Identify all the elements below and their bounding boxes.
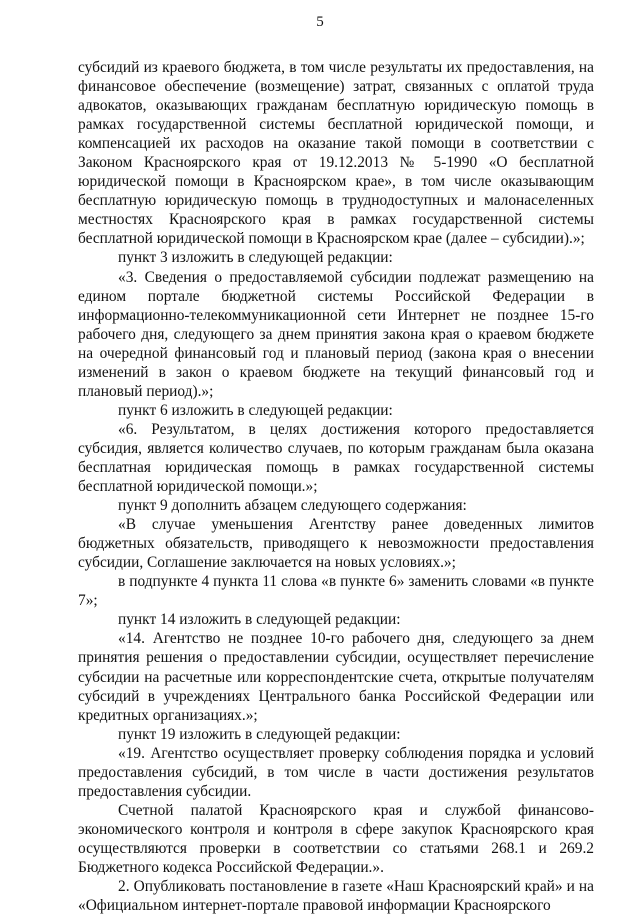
paragraph-item-14-instruction: пункт 14 изложить в следующей редакции: xyxy=(118,611,401,629)
page-number: 5 xyxy=(316,14,324,30)
paragraph-publication: 2. Опубликовать постановление в газете «Наш Красноярский край» и на «Официальном интернет-портале правовой информации Красноярского xyxy=(78,878,594,915)
paragraph-item-19-text: «19. Агентство осуществляет проверку соблюдения порядка и условий предоставления субсидий, в том числе в части достижения результатов предоставления субсидии. xyxy=(78,744,594,800)
paragraph-item-6-instruction: пункт 6 изложить в следующей редакции: xyxy=(118,401,393,419)
paragraph-item-11-amendment: в подпункте 4 пункта 11 слова «в пункте 6» заменить словами «в пункте 7»; xyxy=(78,573,594,610)
paragraph-item-9-text: «В случае уменьшения Агентству ранее доведенных лимитов бюджетных обязательств, приводящего к невозможности предоставления субсидии, Соглашение заключается на новых условиях.»; xyxy=(78,516,594,572)
paragraph-subsidy-definition: субсидий из краевого бюджета, в том числе результаты их предоставления, на финансовое обеспечение (возмещение) затрат, связанных с оплатой труда адвокатов, оказывающих гражданам бесплатную юридическую помощь в рамках государственной системы бесплатной юридической помощи, и компенсацией их расходов на оказание такой помощи в соответствии с Законом Красноярского края от 19.12.2013 № 5-1990 «О бесплатной юридической помощи в Красноярском крае», в том числе оказывающим бесплатную юридическую помощь в труднодоступных и малонаселенных местностях Красноярского края в рамках государственной системы бесплатной юридической помощи в Красноярском крае (далее – субсидии).»; xyxy=(78,59,594,248)
paragraph-item-3-instruction: пункт 3 изложить в следующей редакции: xyxy=(118,249,393,267)
document-body xyxy=(78,58,594,915)
paragraph-item-3-text: «3. Сведения о предоставляемой субсидии подлежат размещению на едином портале бюджетной системы Российской Федерации в информационно-телекоммуникационной сети Интернет не позднее 15-го рабочего дня, следующего за днем принятия закона края о краевом бюджете на очередной финансовый год и плановый период (закона края о внесении изменений в закон о краевом бюджете на текущий финансовый год и плановый период).»; xyxy=(78,268,594,400)
paragraph-item-9-instruction: пункт 9 дополнить абзацем следующего содержания: xyxy=(118,497,467,515)
paragraph-item-6-text: «6. Результатом, в целях достижения которого предоставляется субсидия, является количество случаев, по которым гражданам была оказана бесплатная юридическая помощь в рамках государственной системы бесплатной юридической помощи.»; xyxy=(78,420,594,496)
paragraph-item-14-text: «14. Агентство не позднее 10-го рабочего дня, следующего за днем принятия решения о предоставлении субсидии, осуществляет перечисление субсидии на расчетные или корреспондентские счета, открытые получателям субсидий в учреждениях Центрального банка Российской Федерации или кредитных организациях.»; xyxy=(78,630,594,724)
paragraph-item-19-instruction: пункт 19 изложить в следующей редакции: xyxy=(118,725,401,743)
paragraph-item-19-control: Счетной палатой Красноярского края и службой финансово-экономического контроля и контроля в сфере закупок Красноярского края осуществляются проверки в соответствии со статьями 268.1 и 269.2 Бюджетного кодекса Российской Федерации.». xyxy=(78,801,594,876)
